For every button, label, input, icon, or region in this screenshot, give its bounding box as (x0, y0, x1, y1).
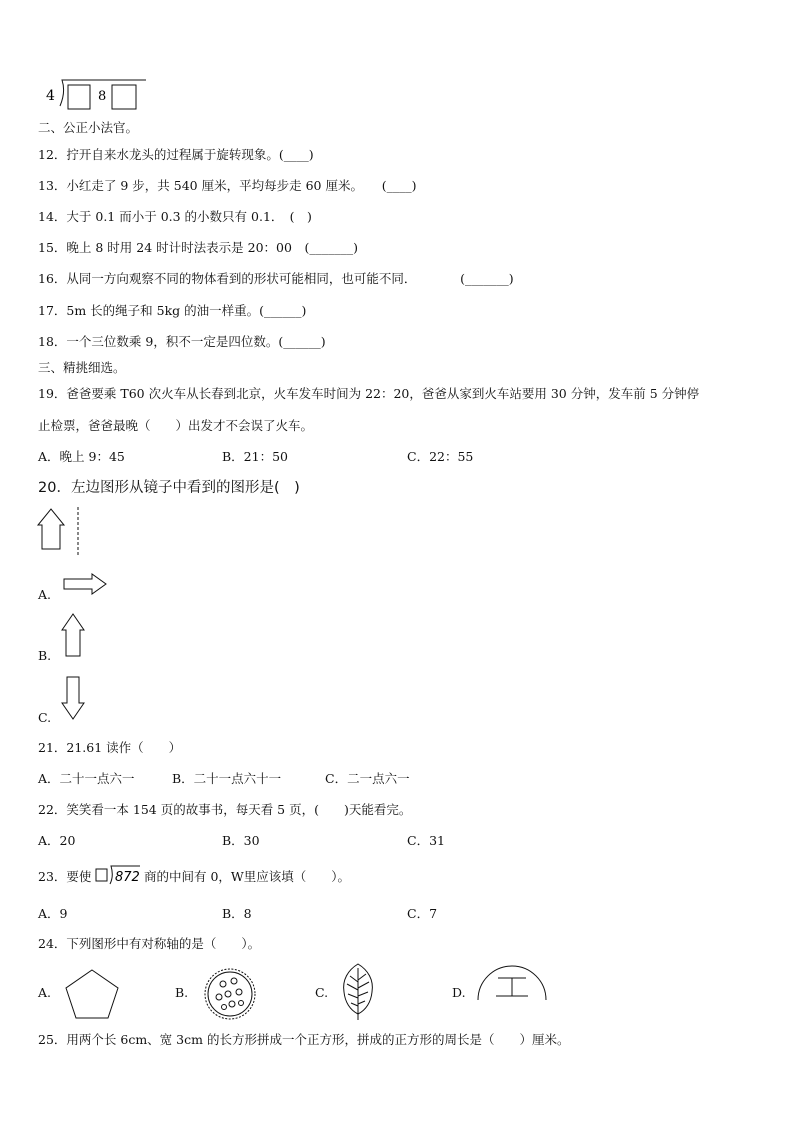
question-22-option-b: B．30 (222, 833, 260, 848)
section-judge-heading: 二、公正小法官。 (38, 120, 139, 135)
up-arrow-icon (60, 612, 86, 658)
question-21-option-b: B．二十一点六十一 (172, 771, 282, 786)
inline-division-figure (94, 864, 144, 888)
question-24: 24．下列图形中有对称轴的是（ ）。 (38, 936, 261, 951)
question-19-option-b: B．21：50 (222, 449, 288, 464)
question-24-option-c: C. (315, 985, 329, 1000)
down-arrow-icon (60, 675, 86, 721)
question-20: 20．左边图形从镜子中看到的图形是( ) (38, 480, 300, 496)
division-bracket-figure (40, 76, 150, 116)
question-24-option-a: A. (38, 985, 52, 1000)
question-19-option-c: C．22：55 (407, 449, 474, 464)
question-20-option-c: C. (38, 710, 52, 725)
blank-box (112, 85, 136, 109)
leaf-icon (340, 962, 376, 1022)
section-choose-heading: 三、精挑细选。 (38, 360, 126, 375)
question-21-option-a: A．二十一点六一 (38, 771, 135, 786)
question-19-line2: 止检票，爸爸最晚（ ）出发才不会误了火车。 (38, 418, 314, 433)
question-19-line1: 19．爸爸要乘 T60 次火车从长春到北京，火车发车时间为 22：20，爸爸从家到火车站要用 30 分钟，发车前 5 分钟停 (38, 386, 700, 401)
question-15: 15．晚上 8 时用 24 时计时法表示是 20：00 (_______) (38, 240, 358, 255)
question-20-option-a: A. (38, 587, 52, 602)
question-19-option-a: A．晚上 9：45 (38, 449, 125, 464)
question-14: 14．大于 0.1 而小于 0.3 的小数只有 0.1． ( ) (38, 209, 312, 224)
scalloped-cookie-icon (202, 966, 258, 1022)
question-22-option-a: A．20 (38, 833, 76, 848)
pentagon-icon (64, 968, 120, 1020)
question-23-prefix: 23．要使 (38, 869, 92, 884)
question-17: 17．5m 长的绳子和 5kg 的油一样重。(______) (38, 303, 307, 318)
blank-box (96, 869, 107, 881)
inline-dividend: 872 (115, 870, 140, 885)
question-25: 25．用两个长 6cm、宽 3cm 的长方形拼成一个正方形，拼成的正方形的周长是（ ）厘米。 (38, 1032, 570, 1047)
arch-with-symbol-icon (474, 960, 550, 1004)
question-24-option-b: B. (175, 985, 189, 1000)
question-22: 22．笑笑看一本 154 页的故事书，每天看 5 页，( )天能看完。 (38, 802, 412, 817)
question-13: 13．小红走了 9 步，共 540 厘米，平均每步走 60 厘米。 (____) (38, 178, 417, 193)
blank-box (68, 85, 90, 109)
dividend-middle: 8 (98, 89, 107, 104)
question-20-option-b: B. (38, 648, 52, 663)
question-23-suffix: 商的中间有 0，W里应该填（ ）。 (144, 869, 351, 884)
question-23-option-b: B．8 (222, 906, 252, 921)
question-23-option-a: A．9 (38, 906, 68, 921)
up-arrow-with-mirror-figure (38, 505, 88, 560)
question-16: 16．从同一方向观察不同的物体看到的形状可能相同，也可能不同． (_______) (38, 271, 514, 286)
question-22-option-c: C．31 (407, 833, 445, 848)
question-21: 21．21.61 读作（ ） (38, 740, 182, 755)
question-24-option-d: D. (452, 985, 466, 1000)
question-21-option-c: C．二一点六一 (325, 771, 410, 786)
divisor: 4 (46, 88, 55, 104)
question-12: 12．拧开自来水龙头的过程属于旋转现象。(____) (38, 147, 314, 162)
right-arrow-icon (62, 572, 108, 596)
question-23-option-c: C．7 (407, 906, 438, 921)
question-18: 18．一个三位数乘 9，积不一定是四位数。(______) (38, 334, 326, 349)
